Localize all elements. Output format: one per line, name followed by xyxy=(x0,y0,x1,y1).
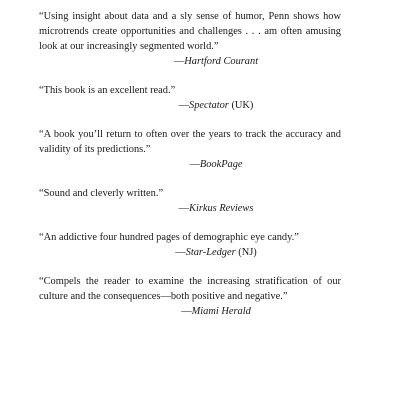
blurb-star-ledger xyxy=(39,230,341,260)
attribution-suffix: (NJ) xyxy=(235,247,257,258)
blurb-attribution xyxy=(39,98,341,113)
attribution-source: Hartford Courant xyxy=(184,56,259,67)
blurb-attribution xyxy=(39,54,341,69)
blurb-quote: “An addictive four hundred pages of demographic eye candy.” xyxy=(39,232,299,243)
attribution-dash: — xyxy=(178,100,190,111)
blurb-attribution xyxy=(39,201,341,216)
attribution-dash: — xyxy=(175,247,186,258)
blurb-quote: “Sound and cleverly written.” xyxy=(39,188,164,199)
attribution-source: BookPage xyxy=(199,159,243,170)
blurb-attribution xyxy=(39,245,341,260)
attribution-dash: — xyxy=(173,56,185,67)
blurb-hartford-courant xyxy=(39,9,341,69)
attribution-source: Star-Ledger xyxy=(185,247,236,258)
blurb-attribution xyxy=(39,157,341,172)
attribution-dash: — xyxy=(181,306,192,317)
attribution-dash: — xyxy=(178,203,190,214)
blurb-quote: “A book you’ll return to often over the years to track the accuracy and validity of its predictions.” xyxy=(39,129,341,155)
blurb-spectator xyxy=(39,83,341,113)
attribution-source: Miami Herald xyxy=(191,306,251,317)
blurb-kirkus-reviews xyxy=(39,186,341,216)
blurb-bookpage xyxy=(39,127,341,172)
attribution-dash: — xyxy=(189,159,200,170)
blurb-quote: “Compels the reader to examine the increasing stratification of our culture and the consequences—both positive and negative.” xyxy=(39,276,341,302)
blurb-quote: “This book is an excellent read.” xyxy=(39,85,176,96)
blurb-attribution xyxy=(39,304,341,319)
praise-page xyxy=(39,9,341,333)
blurb-miami-herald xyxy=(39,274,341,319)
blurb-quote: “Using insight about data and a sly sense of humor, Penn shows how microtrends create opportunities and challenges . . . am often amusing look at our increasingly segmented world.” xyxy=(39,11,341,52)
attribution-source: Kirkus Reviews xyxy=(189,203,254,214)
attribution-source: Spectator xyxy=(189,100,229,111)
attribution-suffix: (UK) xyxy=(228,100,254,111)
